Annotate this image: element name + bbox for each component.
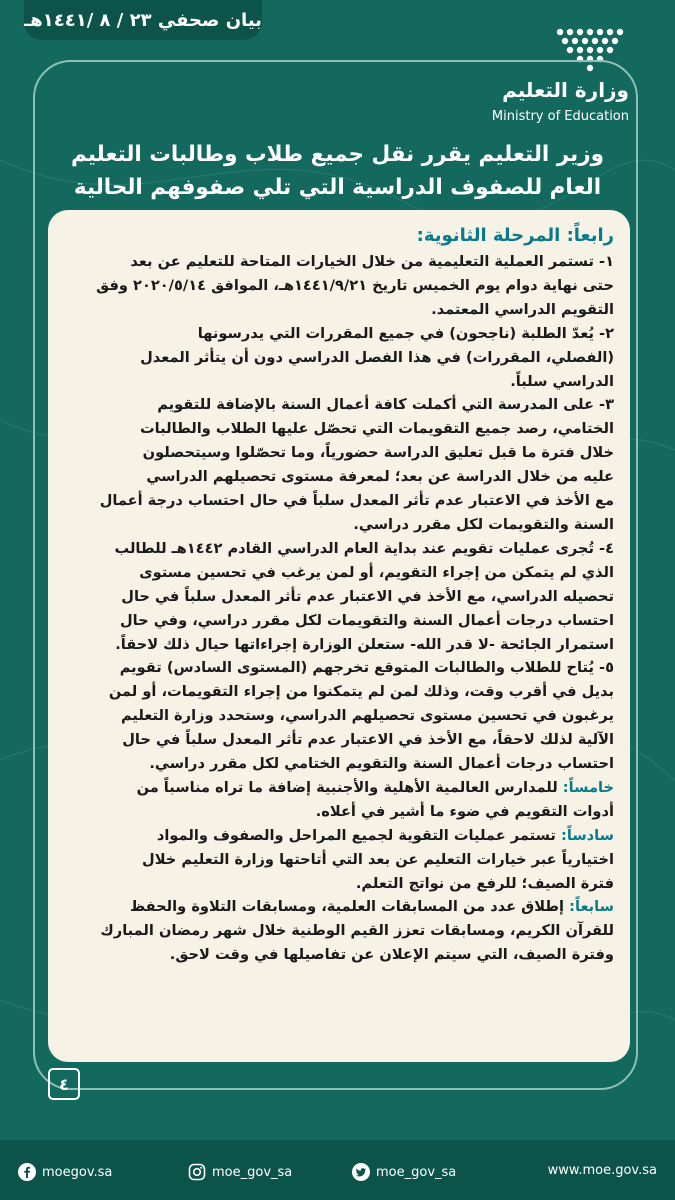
body-line: بديل في أقرب وقت، وذلك لمن لم يتمكنوا من إجراء التقويمات، أو لمن	[108, 683, 614, 701]
website-link[interactable]	[548, 1163, 657, 1178]
body-line: أدوات التقويم في ضوء ما أشير في أعلاه.	[315, 802, 614, 820]
twitter-handle: moe_gov_sa	[376, 1164, 457, 1180]
ministry-name-arabic: وزارة التعليم	[502, 78, 629, 102]
footer-bar	[0, 1140, 675, 1200]
section-six-label: سادساً:	[561, 826, 614, 844]
section-seven-label: سابعاً:	[569, 898, 614, 916]
headline-line: وزير التعليم يقرر نقل جميع طلاب وطالبات التعليم	[71, 142, 604, 167]
section-six-line	[64, 824, 614, 848]
body-line: للقرآن الكريم، ومسابقات تعزز القيم الوطنية خلال شهر رمضان المبارك	[100, 922, 614, 940]
body-line: اختيارياً عبر خيارات التعليم عن بعد التي أتاحتها وزارة التعليم خلال	[142, 850, 614, 868]
section-seven-line	[64, 895, 614, 919]
twitter-icon	[352, 1163, 370, 1181]
section-four-title: رابعاً: المرحلة الثانوية:	[416, 225, 614, 246]
body-line: استمرار الجائحة -لا قدر الله- ستعلن الوزارة إجراءاتها حيال ذلك لاحقاً.	[115, 635, 614, 653]
body-line: حتى نهاية دوام يوم الخميس تاريخ ١٤٤١/٩/٢١هـ، الموافق ٢٠٢٠/٥/١٤ وفق	[96, 276, 614, 294]
section-seven-text: إطلاق عدد من المسابقات العلمية، ومسابقات التلاوة والحفظ	[130, 898, 570, 916]
body-line: مع الأخذ في الاعتبار عدم تأثر المعدل سلباً في حال احتساب درجة أعمال	[99, 492, 614, 510]
body-line: فترة الصيف؛ للرفع من نواتج التعلم.	[355, 874, 614, 892]
body-line: ١- تستمر العملية التعليمية من خلال الخيارات المتاحة للتعليم عن بعد	[130, 253, 614, 270]
press-release-date-tab	[24, 0, 262, 40]
content-body	[64, 222, 614, 967]
instagram-link[interactable]	[188, 1163, 292, 1181]
body-line: السنة والتقويمات لكل مقرر دراسي.	[353, 515, 614, 533]
body-line: الذي لم يتمكن من إجراء التقويم، أو لمن يرغب في تحسين مستوى	[139, 563, 614, 581]
body-line: ٤- تُجرى عمليات تقويم عند بداية العام الدراسي القادم ١٤٤٢هـ للطالب	[114, 539, 614, 557]
headline	[50, 138, 625, 204]
body-line: تحصيله الدراسي، مع الأخذ في الاعتبار عدم تأثر المعدل سلباً في حال	[121, 587, 614, 605]
press-release-date: بيان صحفي ٢٣ / ٨ /١٤٤١هـ	[24, 9, 262, 31]
page-number: ٤	[48, 1068, 80, 1100]
body-line: خلال فترة ما قبل تعليق الدراسة حضورياً، وما تحصّلوا وسيتحصلون	[142, 444, 614, 462]
body-line: يرغبون في تحسين مستوى تحصيلهم الدراسي، وستحدد وزارة التعليم	[120, 707, 614, 725]
website-url: www.moe.gov.sa	[547, 1163, 657, 1178]
content-card	[48, 210, 630, 1062]
body-line: وفترة الصيف، التي سيتم الإعلان عن تفاصيلها في وقت لاحق.	[169, 946, 614, 964]
instagram-handle: moe_gov_sa	[212, 1164, 293, 1180]
body-line: الدراسي سلباً.	[510, 372, 614, 390]
section-five-text: للمدارس العالمية الأهلية والأجنبية إضافة ما تراه مناسباً من	[136, 778, 563, 796]
body-line: عليه من خلال الدراسة عن بعد؛ لمعرفة مستوى تحصيلهم الدراسي	[146, 468, 614, 486]
section-five-label: خامساً:	[562, 778, 614, 796]
facebook-icon	[18, 1163, 36, 1181]
section-five-line	[64, 776, 614, 800]
facebook-handle: moegov.sa	[42, 1164, 113, 1180]
body-line: الآلية لذلك لاحقاً، مع الأخذ في الاعتبار عدم تأثر المعدل سلباً في حال	[122, 731, 614, 749]
body-line: التقويم الدراسي المعتمد.	[431, 300, 614, 318]
body-line: ٣- على المدرسة التي أكملت كافة أعمال السنة بالإضافة للتقويم	[157, 396, 614, 414]
body-line: (الفصلي، المقررات) في هذا الفصل الدراسي دون أن يتأثر المعدل	[140, 348, 614, 366]
body-line: ٢- يُعدّ الطلبة (ناجحون) في جميع المقررات التي يدرسونها	[197, 324, 614, 342]
instagram-icon	[188, 1163, 206, 1181]
body-line: احتساب درجات أعمال السنة والتقويمات لكل مقرر دراسي، وفي حال	[120, 611, 614, 629]
ministry-name-english: Ministry of Education	[491, 109, 629, 124]
twitter-link[interactable]	[352, 1163, 456, 1181]
body-line: احتساب درجات أعمال السنة والتقويم الختامي لكل مقرر دراسي.	[149, 755, 614, 773]
headline-line: العام للصفوف الدراسية التي تلي صفوفهم الحالية	[73, 175, 602, 200]
body-line: ٥- يُتاح للطلاب والطالبات المتوقع تخرجهم (المستوى السادس) تقويم	[119, 659, 614, 677]
body-line: الختامي، رصد جميع التقويمات التي تحصّل عليها الطلاب والطالبات	[140, 420, 614, 438]
section-six-text: تستمر عمليات التقوية لجميع المراحل والصفوف والمواد	[156, 826, 561, 844]
facebook-link[interactable]	[18, 1163, 112, 1181]
